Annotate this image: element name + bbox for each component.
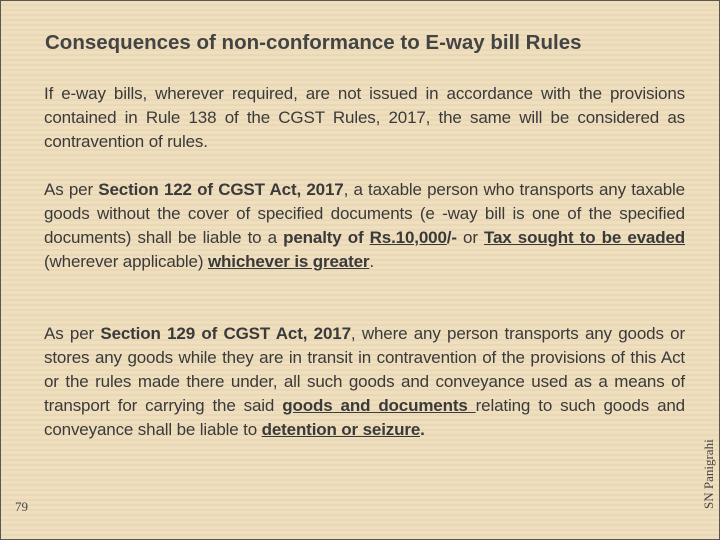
text-run: whichever is greater — [207, 252, 370, 271]
slide-title: Consequences of non-conformance to E-way bill Rules — [45, 31, 582, 54]
text-run: , where any person transports any goods or stores any goods while they are in transit in contravention of the provisions of this Act or the rules made there under, all such goods and conveyance used as a means of transport for carrying the said — [44, 324, 685, 415]
text-run: Rs.10,000 — [369, 228, 447, 247]
text-run: penalty of — [283, 228, 370, 247]
text-run: goods and documents — [282, 396, 476, 415]
author-footer: SN Panigrahi — [701, 439, 716, 509]
text-run: Section 122 of CGST Act, 2017 — [98, 180, 344, 199]
text-run: . — [369, 252, 374, 271]
text-run: As per — [44, 324, 101, 343]
text-run: /- — [446, 228, 457, 247]
text-run: Tax sought to be evaded — [484, 228, 686, 247]
text-run: (wherever applicable) — [44, 252, 208, 271]
paragraph-section-122 — [44, 178, 685, 274]
page-number: 79 — [15, 499, 28, 514]
text-run: relating to such goods and conveyance shall be liable to — [44, 396, 685, 439]
text-run: or — [456, 228, 485, 247]
paragraph-section-129 — [44, 322, 685, 442]
text-run: detention or seizure — [261, 420, 421, 439]
text-run: . — [420, 420, 425, 439]
text-run: If e-way bills, wherever required, are not issued in accordance with the provisions contained in Rule 138 of the CGST Rules, 2017, the same will be considered as contravention of rules. — [44, 84, 685, 151]
text-run: As per — [44, 180, 99, 199]
text-run: , a taxable person who transports any taxable goods without the cover of specified documents (e -way bill is one of the specified documents) shall be liable to a — [44, 180, 685, 247]
text-run: Section 129 of CGST Act, 2017 — [100, 324, 351, 343]
paragraph-rule-138 — [44, 82, 685, 154]
